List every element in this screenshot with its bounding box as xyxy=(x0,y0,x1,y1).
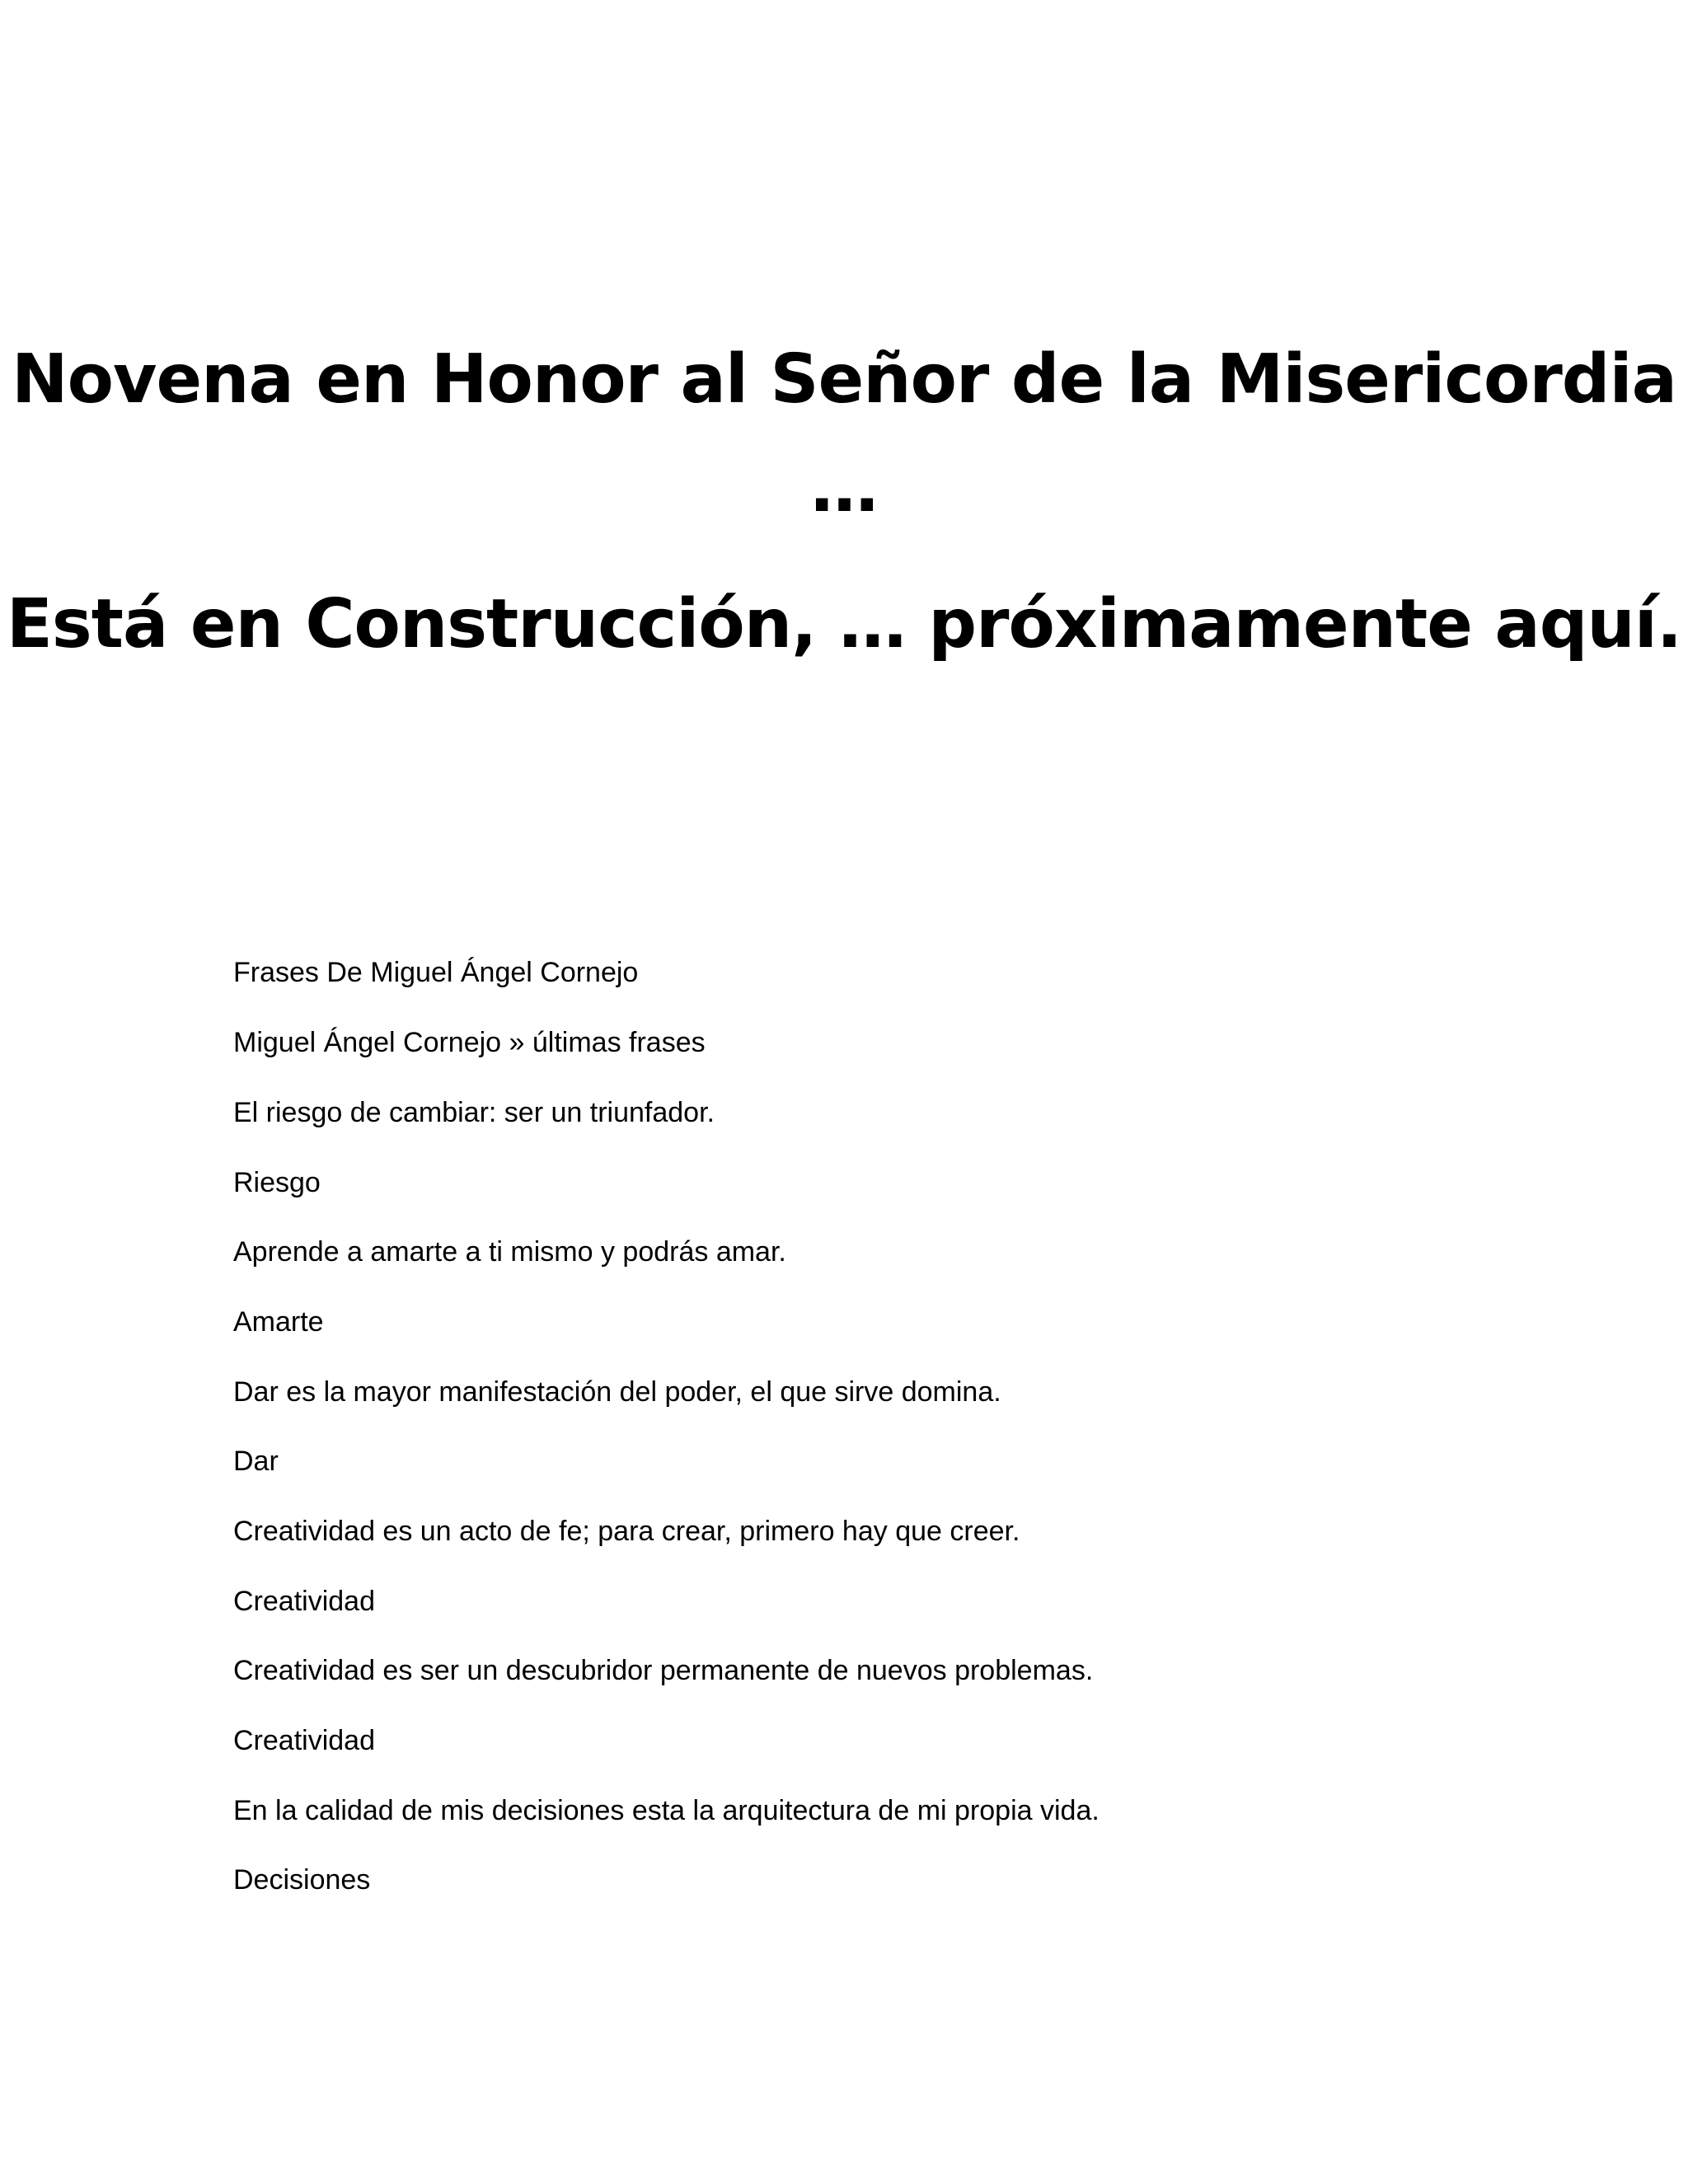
body-line: Dar es la mayor manifestación del poder, el que sirve domina. xyxy=(233,1376,1001,1408)
page-title: Novena en Honor al Señor de la Misericordia … xyxy=(12,340,1676,527)
body-line: Creatividad xyxy=(233,1586,375,1617)
body-line: Riesgo xyxy=(233,1167,321,1198)
body-line: Amarte xyxy=(233,1306,324,1338)
body-line: Dar xyxy=(233,1446,279,1477)
body-line: Creatividad es ser un descubridor permanente de nuevos problemas. xyxy=(233,1655,1094,1686)
body-line: Miguel Ángel Cornejo » últimas frases xyxy=(233,1027,706,1058)
body-line: El riesgo de cambiar: ser un triunfador. xyxy=(233,1097,715,1128)
body-line: En la calidad de mis decisiones esta la arquitectura de mi propia vida. xyxy=(233,1795,1100,1826)
body-line: Frases De Miguel Ángel Cornejo xyxy=(233,957,639,988)
body-line: Aprende a amarte a ti mismo y podrás amar. xyxy=(233,1236,786,1268)
body-line: Creatividad xyxy=(233,1725,375,1756)
construction-notice: Está en Construcción, … próximamente aquí. xyxy=(6,585,1682,663)
body-line: Decisiones xyxy=(233,1864,371,1896)
body-line: Creatividad es un acto de fe; para crear, primero hay que creer. xyxy=(233,1516,1020,1547)
